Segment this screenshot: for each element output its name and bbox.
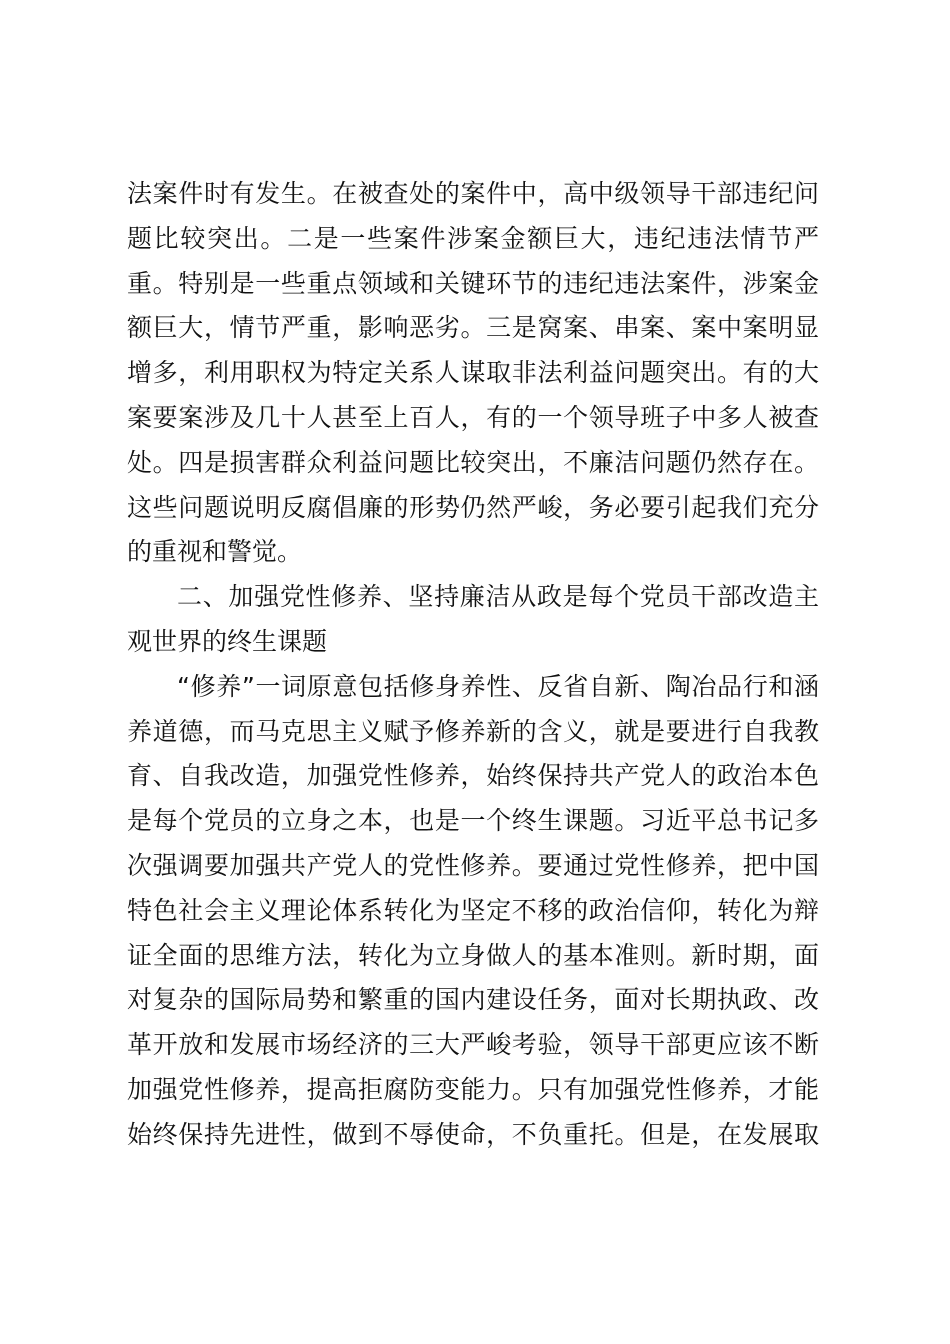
text-line: 养道德，而马克思主义赋予修养新的含义，就是要进行自我教 xyxy=(127,716,819,746)
heading-line: 二、加强党性修养、坚持廉洁从政是每个党员干部改造主 xyxy=(177,582,819,612)
text-line: 对复杂的国际局势和繁重的国内建设任务，面对长期执政、改 xyxy=(127,985,819,1015)
text-line: 始终保持先进性，做到不辱使命，不负重托。但是，在发展取 xyxy=(127,1119,819,1149)
text-line: 证全面的思维方法，转化为立身做人的基本准则。新时期，面 xyxy=(127,940,819,970)
text-line: 加强党性修养，提高拒腐防变能力。只有加强党性修养，才能 xyxy=(127,1074,819,1104)
text-line: 特色社会主义理论体系转化为坚定不移的政治信仰，转化为辩 xyxy=(127,895,819,925)
text-line: 案要案涉及几十人甚至上百人，有的一个领导班子中多人被查 xyxy=(127,402,819,432)
text-line: 额巨大，情节严重，影响恶劣。三是窝案、串案、案中案明显 xyxy=(127,313,819,343)
text-line: 次强调要加强共产党人的党性修养。要通过党性修养，把中国 xyxy=(127,850,819,880)
section-heading xyxy=(127,575,819,665)
text-line: 育、自我改造，加强党性修养，始终保持共产党人的政治本色 xyxy=(127,761,819,791)
text-line: 的重视和警觉。 xyxy=(127,537,303,567)
text-line: 这些问题说明反腐倡廉的形势仍然严峻，务必要引起我们充分 xyxy=(127,492,819,522)
text-line: 题比较突出。二是一些案件涉案金额巨大，违纪违法情节严 xyxy=(127,223,819,253)
text-line: 增多，利用职权为特定关系人谋取非法利益问题突出。有的大 xyxy=(127,358,819,388)
heading-line: 观世界的终生课题 xyxy=(127,626,328,656)
paragraph-3 xyxy=(127,665,819,1158)
text-line: 处。四是损害群众利益问题比较突出，不廉洁问题仍然存在。 xyxy=(127,447,819,477)
text-line: 是每个党员的立身之本，也是一个终生课题。习近平总书记多 xyxy=(127,806,819,836)
text-line: “修养”一词原意包括修身养性、反省自新、陶冶品行和涵 xyxy=(177,671,819,701)
text-line: 革开放和发展市场经济的三大严峻考验，领导干部更应该不断 xyxy=(127,1030,819,1060)
paragraph-1 xyxy=(127,172,819,575)
text-line: 法案件时有发生。在被查处的案件中，高中级领导干部违纪问 xyxy=(127,179,819,208)
text-line: 重。特别是一些重点领域和关键环节的违纪违法案件，涉案金 xyxy=(127,268,819,298)
document-page xyxy=(127,172,819,1158)
